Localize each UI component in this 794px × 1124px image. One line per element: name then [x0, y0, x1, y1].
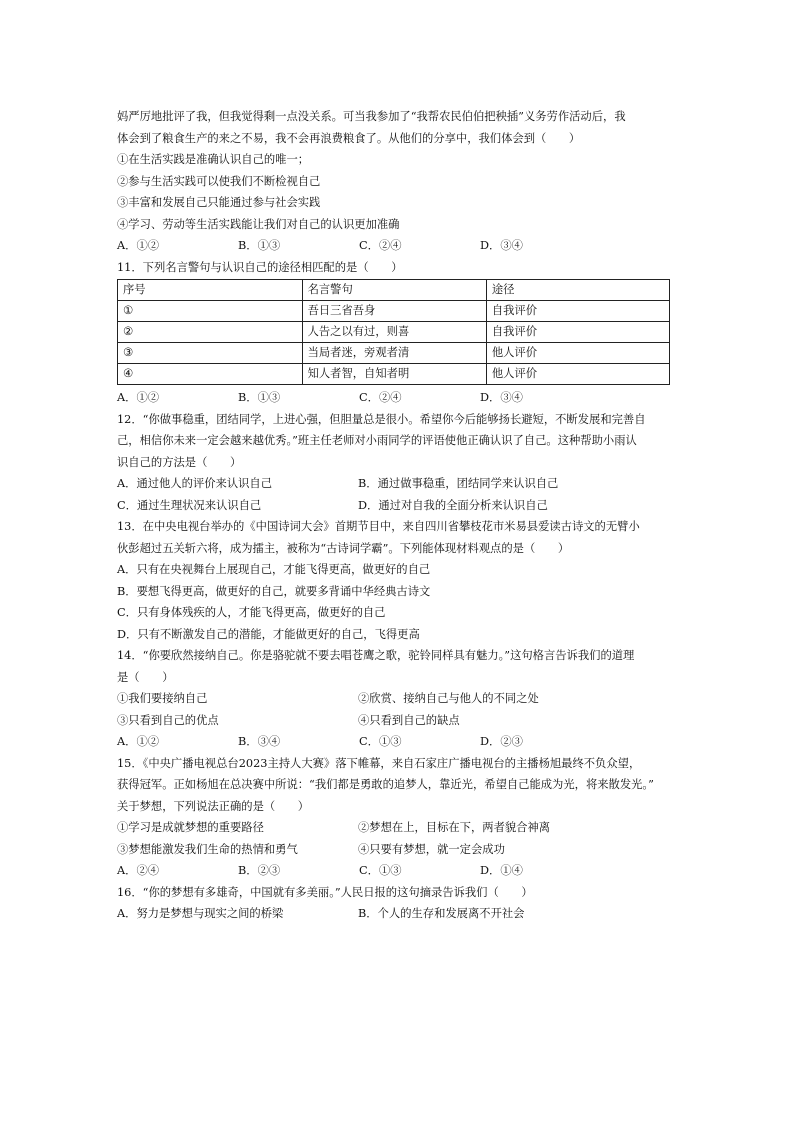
- answer-options: [117, 387, 672, 409]
- statement: ③只看到自己的优点: [117, 713, 219, 727]
- answer-options: [117, 903, 672, 925]
- table-header-cell: 名言警句: [302, 280, 486, 301]
- option-a: A．通过他人的评价来认识自己: [117, 477, 273, 490]
- question-16: [117, 882, 672, 925]
- question-text-line: 14．“你要欣然接纳自己。你是骆驼就不要去唱苍鹰之歌，驼铃同样具有魅力。”这句格言告诉我们的道理: [117, 649, 635, 662]
- question-text-line: 15．《中央广播电视总台2023主持人大赛》落下帷幕，来自石家庄广播电视台的主播杨旭最终不负众望，: [117, 756, 641, 770]
- option-c: C．①③: [359, 735, 402, 748]
- answer-options: [117, 473, 672, 495]
- statement-line: ④学习、劳动等生活实践能让我们对自己的认识更加准确: [117, 217, 400, 231]
- question-text-line: 13．在中央电视台举办的《中国诗词大会》首期节目中，来自四川省攀枝花市米易县爱读古诗文的无臂小: [117, 520, 640, 533]
- table-cell: 吾日三省吾身: [302, 301, 486, 322]
- option-b: B．③④: [238, 735, 281, 748]
- option-b: B．②③: [238, 864, 281, 877]
- answer-options: [117, 860, 672, 882]
- question-text-line: 妈严厉地批评了我，但我觉得剩一点没关系。可当我参加了“我帮农民伯伯把秧插”义务劳作活动后，我: [117, 110, 626, 123]
- question-text-line: 伙彭超过五关斩六将，成为擂主，被称为“古诗词学霸”。下列能体现材料观点的是（ ）: [117, 541, 570, 555]
- option-a: A．①②: [117, 735, 160, 748]
- option-d: D．③④: [480, 391, 523, 404]
- option-b: B．通过做事稳重，团结同学来认识自己: [358, 477, 559, 490]
- statement: ②梦想在上，目标在下，两者貌合神离: [358, 821, 551, 834]
- question-14: [117, 645, 672, 753]
- statement-row: [117, 710, 672, 732]
- table-cell: 自我评价: [486, 322, 669, 343]
- table-cell: 知人者智，自知者明: [302, 364, 486, 385]
- table-cell: ②: [118, 322, 303, 343]
- table-cell: 自我评价: [486, 301, 669, 322]
- statement-row: [117, 817, 672, 839]
- option-d: D．②③: [480, 735, 523, 748]
- answer-options: [117, 731, 672, 753]
- answer-options: [117, 235, 672, 257]
- option-a: A．①②: [117, 391, 160, 404]
- option-b: B．个人的生存和发展离不开社会: [358, 907, 525, 920]
- table-row: [118, 301, 670, 322]
- quotes-table: [117, 279, 670, 385]
- option-b: B．①③: [238, 391, 281, 404]
- option-c: C．通过生理状况来认识自己: [117, 498, 262, 512]
- question-11: [117, 257, 672, 409]
- table-cell: 人告之以有过，则喜: [302, 322, 486, 343]
- statement-line: ①在生活实践是准确认识自己的唯一；: [117, 153, 310, 166]
- question-text-line: 12．“你做事稳重，团结同学，上进心强，但胆量总是很小。希望你今后能够扬长避短，不断发展和完善自: [117, 412, 646, 426]
- question-text-line: 体会到了粮食生产的来之不易，我不会再浪费粮食了。从他们的分享中，我们体会到（ ）: [117, 131, 581, 145]
- statement: ④只要有梦想，就一定会成功: [358, 842, 505, 856]
- statement-line: ③丰富和发展自己只能通过参与社会实践: [117, 196, 321, 209]
- table-cell: ③: [118, 343, 303, 364]
- question-text-line: 关于梦想，下列说法正确的是（ ）: [117, 799, 310, 813]
- statement: ①我们要接纳自己: [117, 692, 208, 705]
- option-d: D．①④: [480, 864, 523, 877]
- option-d: D．③④: [480, 239, 523, 252]
- statement-row: [117, 688, 672, 710]
- question-15: [117, 753, 672, 882]
- question-text-line: 获得冠军。正如杨旭在总决赛中所说：“我们都是勇敢的追梦人，靠近光，希望自己能成为光，将来散发光。”: [117, 778, 654, 791]
- option-b: B．要想飞得更高，做更好的自己，就要多背诵中华经典古诗文: [117, 584, 431, 598]
- table-header-cell: 序号: [118, 280, 303, 301]
- statement: ③梦想能激发我们生命的热情和勇气: [117, 842, 298, 856]
- table-cell: ④: [118, 364, 303, 385]
- option-c: C．②④: [359, 239, 402, 252]
- table-header-cell: 途径: [486, 280, 669, 301]
- statement: ②欣赏、接纳自己与他人的不同之处: [358, 692, 539, 705]
- option-c: C．只有身体残疾的人，才能飞得更高，做更好的自己: [117, 606, 386, 619]
- question-stem: 11．下列名言警句与认识自己的途径相匹配的是（ ）: [117, 260, 403, 274]
- option-b: B．①③: [238, 239, 281, 252]
- question-text-line: 识自己的方法是（ ）: [117, 455, 242, 469]
- table-cell: 当局者迷，旁观者清: [302, 343, 486, 364]
- question-text-line: 己，相信你未来一定会越来越优秀。”班主任老师对小雨同学的评语使他正确认识了自己。这种帮助小雨认: [117, 434, 637, 447]
- statement: ④只看到自己的缺点: [358, 713, 460, 727]
- question-12: [117, 409, 672, 517]
- answer-options: [117, 495, 672, 517]
- option-d: D．只有不断激发自己的潜能，才能做更好的自己，飞得更高: [117, 627, 420, 641]
- option-c: C．②④: [359, 391, 402, 404]
- table-cell: 他人评价: [486, 364, 669, 385]
- table-header-row: [118, 280, 670, 301]
- option-a: A．②④: [117, 864, 160, 877]
- question-13: [117, 516, 672, 645]
- option-d: D．通过对自我的全面分析来认识自己: [358, 498, 548, 512]
- table-row: [118, 322, 670, 343]
- table-row: [118, 343, 670, 364]
- statement-row: [117, 839, 672, 861]
- table-cell: 他人评价: [486, 343, 669, 364]
- exam-page: [117, 106, 672, 925]
- question-text-line: 是（ ）: [117, 670, 174, 684]
- statement: ①学习是成就梦想的重要路径: [117, 821, 264, 834]
- question-text-line: 16．“你的梦想有多雄奇，中国就有多美丽。”人民日报的这句摘录告诉我们（ ）: [117, 885, 533, 899]
- option-a: A．只有在央视舞台上展现自己，才能飞得更高，做更好的自己: [117, 563, 431, 576]
- statement-line: ②参与生活实践可以使我们不断检视自己: [117, 174, 321, 188]
- table-row: [118, 364, 670, 385]
- option-a: A．①②: [117, 239, 160, 252]
- option-a: A．努力是梦想与现实之间的桥梁: [117, 907, 284, 920]
- table-cell: ①: [118, 301, 303, 322]
- question-10: [117, 106, 672, 257]
- option-c: C．①③: [359, 864, 402, 877]
